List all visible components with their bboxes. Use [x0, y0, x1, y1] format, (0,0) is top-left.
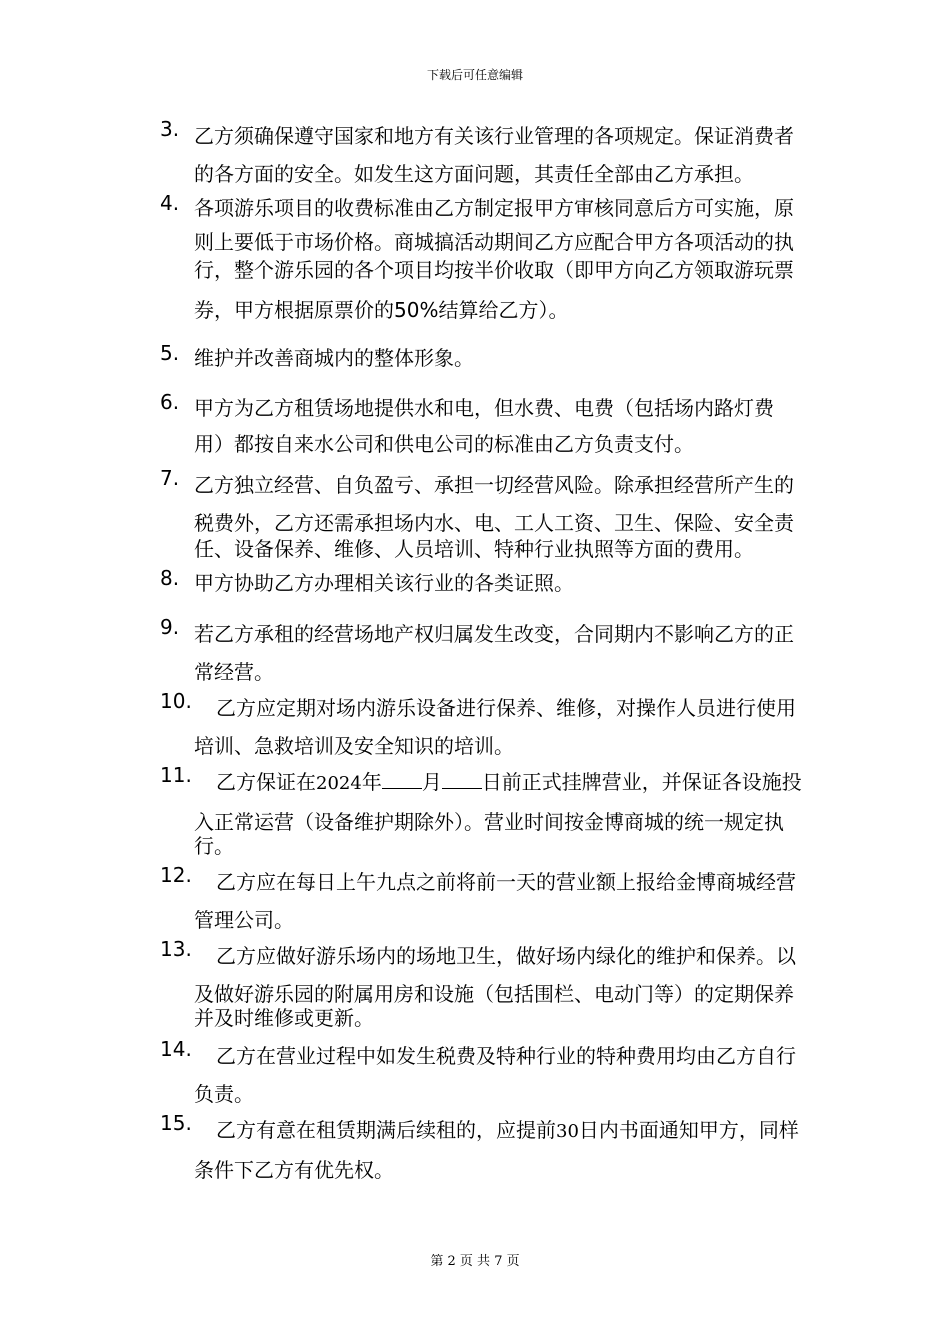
clause-line: 税费外，乙方还需承担场内水、电、工人工资、卫生、保险、安全责: [194, 511, 794, 535]
clause-4: [160, 191, 870, 327]
days-number: 30: [556, 1121, 579, 1142]
clause-line: 维护并改善商城内的整体形象。: [194, 346, 474, 370]
clause-line-text: 日前正式挂牌营业，并保证各设施投: [481, 770, 802, 794]
clause-line: 负责。: [194, 1082, 254, 1106]
clause-11: [160, 763, 870, 865]
clause-line: 用）都按自来水公司和供电公司的标准由乙方负责支付。: [194, 432, 694, 456]
clause-number: 5.: [160, 341, 180, 365]
clause-number: 10.: [160, 689, 192, 713]
clause-line-text: 乙方在营业过程中如发生税费及特种行业的特种费用均由乙方自行: [216, 1044, 796, 1068]
clause-line-text: 乙方有意在租赁期满后续租的，应提前: [216, 1118, 556, 1142]
clause-6: [160, 390, 870, 462]
clause-line: 条件下乙方有优先权。: [194, 1158, 394, 1182]
clause-line: [194, 1037, 870, 1075]
clause-3: [160, 117, 870, 193]
clause-line: 各项游乐项目的收费标准由乙方制定报甲方审核同意后方可实施，原: [194, 196, 794, 220]
day-blank: [442, 772, 482, 789]
clause-number: 9.: [160, 615, 180, 639]
clause-line: 培训、急救培训及安全知识的培训。: [194, 734, 514, 758]
clause-number: 13.: [160, 937, 192, 961]
clause-line: 甲方协助乙方办理相关该行业的各类证照。: [194, 571, 574, 595]
clause-line: 乙方须确保遵守国家和地方有关该行业管理的各项规定。保证消费者: [194, 124, 794, 148]
clause-line-text: 乙方保证在: [216, 770, 316, 794]
clause-line: [194, 763, 870, 803]
clause-number: 11.: [160, 763, 192, 787]
clause-number: 15.: [160, 1111, 192, 1135]
clause-line: 行，整个游乐园的各个项目均按半价收取（即甲方向乙方领取游玩票: [194, 258, 794, 282]
clause-line-text: 乙方应定期对场内游乐设备进行保养、维修，对操作人员进行使用: [216, 696, 796, 720]
clause-line: 若乙方承租的经营场地产权归属发生改变，合同期内不影响乙方的正: [194, 622, 794, 646]
clause-line: 及做好游乐园的附属用房和设施（包括围栏、电动门等）的定期保养: [194, 982, 794, 1006]
clause-line: [194, 863, 870, 901]
clause-line: 常经营。: [194, 660, 274, 684]
page-header: 下载后可任意编辑: [426, 68, 523, 82]
clause-line-text: 乙方应在每日上午九点之前将前一天的营业额上报给金博商城经营: [216, 870, 796, 894]
clause-line: 并及时维修或更新。: [194, 1006, 374, 1030]
clause-number: 6.: [160, 390, 180, 414]
clause-line: 则上要低于市场价格。商城搞活动期间乙方应配合甲方各项活动的执: [194, 230, 794, 254]
clause-7: [160, 466, 870, 568]
clause-line: [194, 1111, 870, 1151]
clause-line: 甲方为乙方租赁场地提供水和电，但水费、电费（包括场内路灯费: [194, 396, 774, 420]
clause-line: 任、设备保养、维修、人员培训、特种行业执照等方面的费用。: [194, 537, 754, 561]
clause-line: 入正常运营（设备维护期除外）。营业时间按金博商城的统一规定执: [194, 810, 784, 834]
clause-number: 7.: [160, 466, 180, 490]
clause-15: [160, 1111, 870, 1189]
year-number: 2024: [316, 773, 362, 794]
clause-number: 14.: [160, 1037, 192, 1061]
page-footer: 第 2 页 共 7 页: [430, 1254, 520, 1269]
clause-number: 3.: [160, 117, 180, 141]
clause-line: 乙方独立经营、自负盈亏、承担一切经营风险。除承担经营所产生的: [194, 473, 794, 497]
clause-14: [160, 1037, 870, 1113]
month-blank: [382, 772, 422, 789]
clause-line-text: 日内书面通知甲方，同样: [578, 1118, 799, 1142]
clause-line: [194, 689, 870, 727]
clause-line: 行。: [194, 834, 234, 858]
clause-10: [160, 689, 870, 765]
clause-line: [194, 937, 870, 975]
clause-number: 4.: [160, 191, 180, 215]
clause-9: [160, 615, 870, 691]
clause-8: [160, 566, 870, 600]
clause-line-text: 乙方应做好游乐场内的场地卫生，做好场内绿化的维护和保养。以: [216, 944, 796, 968]
clause-12: [160, 863, 870, 939]
month-label: 月: [421, 770, 442, 794]
clause-number: 8.: [160, 566, 180, 590]
year-label: 年: [361, 770, 382, 794]
clause-5: [160, 341, 870, 375]
clause-line: 的各方面的安全。如发生这方面问题，其责任全部由乙方承担。: [194, 162, 754, 186]
clause-line: 券，甲方根据原票价的50%结算给乙方）。: [194, 298, 569, 322]
clause-13: [160, 937, 870, 1037]
clause-line: 管理公司。: [194, 908, 294, 932]
clause-number: 12.: [160, 863, 192, 887]
